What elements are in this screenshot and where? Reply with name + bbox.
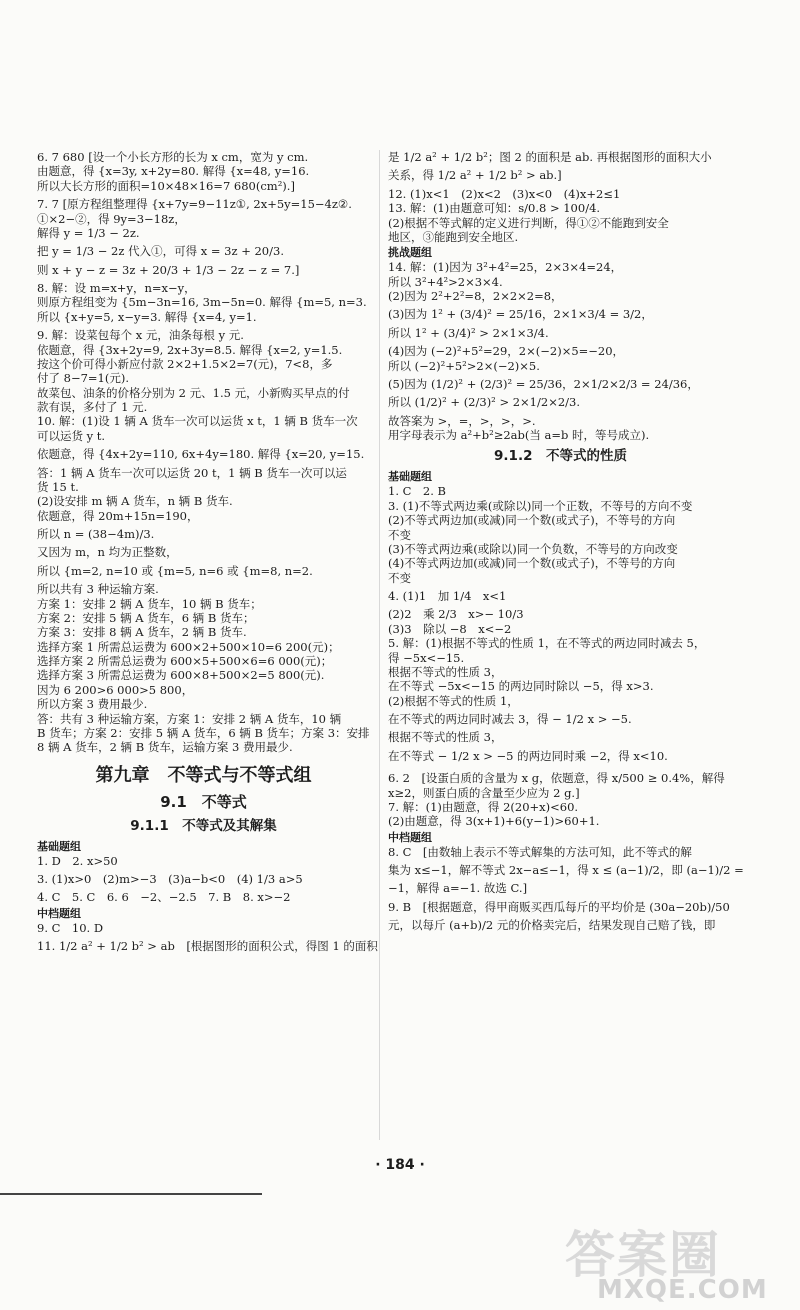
- answer-line: 8. 解：设 m=x+y，n=x−y，: [37, 281, 196, 295]
- answer-line: 13. 解：(1)由题意可知：s/0.8 > 100/4.: [388, 201, 601, 216]
- answer-line: 3. (1)不等式两边乘(或除以)同一个正数，不等号的方向不变: [388, 498, 693, 513]
- answer-line: 方案 3：安排 8 辆 A 货车，2 辆 B 货车.: [37, 625, 247, 640]
- answer-line: 故菜包、油条的价格分别为 2 元、1.5 元，小新购买早点的付: [37, 385, 350, 400]
- answer-line: 所以大长方形的面积=10×48×16=7 680(cm²).]: [37, 178, 295, 193]
- answer-line: 1. C 2. B: [388, 484, 447, 499]
- answer-line: 所以方案 3 费用最少.: [37, 697, 148, 712]
- answer-line: (2)根据不等式的性质 1，: [388, 693, 519, 708]
- answer-line: 9. 解：设菜包每个 x 元，油条每根 y 元.: [37, 328, 244, 343]
- answer-line: (4)不等式两边加(或减)同一个数(或式子)，不等号的方向: [388, 556, 676, 571]
- group-heading-challenge: 挑战题组: [388, 246, 432, 260]
- answer-line: 可以运货 y t.: [37, 428, 106, 443]
- answer-line: (2)由题意，得 3(x+1)+6(y−1)>60+1.: [388, 814, 600, 829]
- answer-line: (2)不等式两边加(或减)同一个数(或式子)，不等号的方向: [388, 513, 676, 528]
- answer-line: 选择方案 2 所需总运费为 600×5+500×6=6 000(元)；: [37, 654, 333, 668]
- answer-line: 3. (1)x>0 (2)m>−3 (3)a−b<0 (4) 1/3 a>5: [37, 872, 303, 886]
- group-heading-basic: 基础题组: [37, 839, 81, 853]
- answer-line: 因为 6 200>6 000>5 800，: [37, 682, 194, 697]
- answer-line: (2)设安排 m 辆 A 货车，n 辆 B 货车.: [37, 494, 233, 509]
- watermark-url: MXQE.COM: [597, 1275, 768, 1305]
- answer-line: 所以 1² + (3/4)² > 2×1×3/4.: [388, 325, 549, 340]
- answer-line: 所以 n = (38−4m)/3.: [37, 527, 155, 541]
- column-divider: [379, 150, 380, 1140]
- subsection-title: 9.1.1 不等式及其解集: [130, 817, 277, 834]
- answer-line: B 货车；方案 2：安排 5 辆 A 货车，6 辆 B 货车；方案 3：安排: [37, 725, 370, 740]
- answer-line: 6. 2 [设蛋白质的含量为 x g，依题意，得 x/500 ≥ 0.4%，解得: [388, 771, 725, 786]
- answer-line: 12. (1)x<1 (2)x<2 (3)x<0 (4)x+2≤1: [388, 186, 621, 201]
- answer-line: 不变: [388, 527, 411, 542]
- answer-line: (3)不等式两边乘(或除以)同一个负数，不等号的方向改变: [388, 541, 678, 556]
- answer-line: 10. 解：(1)设 1 辆 A 货车一次可以运货 x t，1 辆 B 货车一次: [37, 414, 358, 429]
- section-title: 9.1 不等式: [160, 792, 247, 811]
- answer-line: 根据不等式的性质 3，: [388, 664, 503, 679]
- group-heading-basic: 基础题组: [388, 470, 432, 484]
- answer-line: 故答案为 >，=，>，>，>.: [388, 413, 536, 428]
- answer-line: 所以共有 3 种运输方案.: [37, 582, 159, 597]
- answer-line: 得 −5x<−15.: [388, 650, 465, 665]
- answer-line: (2)因为 2²+2²=8，2×2×2=8，: [388, 289, 563, 303]
- watermark-text: 答案圈: [565, 1226, 721, 1284]
- answer-line: 关系，得 1/2 a² + 1/2 b² > ab.]: [388, 168, 562, 183]
- answer-line: 是 1/2 a² + 1/2 b²；图 2 的面积是 ab. 再根据图形的面积大小: [388, 150, 712, 164]
- answer-line: 所以 {x+y=5, x−y=3. 解得 {x=4, y=1.: [37, 309, 257, 324]
- answer-line: (3)因为 1² + (3/4)² = 25/16，2×1×3/4 = 3/2，: [388, 307, 653, 322]
- answer-line: 用字母表示为 a²+b²≥2ab(当 a=b 时，等号成立).: [388, 428, 650, 442]
- answer-line: 9. C 10. D: [37, 920, 104, 935]
- answer-line: 选择方案 3 所需总运费为 600×8+500×2=5 800(元).: [37, 668, 325, 683]
- answer-line: 14. 解：(1)因为 3²+4²=25，2×3×4=24，: [388, 260, 623, 275]
- answer-line: 所以 (1/2)² + (2/3)² > 2×1/2×2/3.: [388, 395, 580, 410]
- answer-line: 则 x + y − z = 3z + 20/3 + 1/3 − 2z − z = 7.]: [37, 262, 300, 277]
- answer-line: 依题意，得 20m+15n=190，: [37, 508, 199, 523]
- answer-line: (2)根据不等式解的定义进行判断，得①②不能跑到安全: [388, 215, 669, 230]
- answer-line: 5. 解：(1)根据不等式的性质 1，在不等式的两边同时减去 5，: [388, 636, 706, 651]
- answer-line: 地区，③能跑到安全地区.: [388, 229, 519, 244]
- answer-line: 11. 1/2 a² + 1/2 b² > ab [根据图形的面积公式，得图 1 的面积: [37, 939, 378, 954]
- answer-line: 依题意，得 {3x+2y=9, 2x+3y=8.5. 解得 {x=2, y=1.5.: [37, 342, 343, 357]
- answer-line: −1，解得 a=−1. 故选 C.]: [388, 881, 528, 896]
- answer-line: 依题意，得 {4x+2y=110, 6x+4y=180. 解得 {x=20, y=15.: [37, 447, 365, 462]
- answer-line: 集为 x≤−1，解不等式 2x−a≤−1，得 x ≤ (a−1)/2，即 (a−1)/2 =: [388, 863, 744, 877]
- answer-line: ①×2−②，得 9y=3−18z，: [37, 211, 186, 226]
- answer-line: 选择方案 1 所需总运费为 600×2+500×10=6 200(元)；: [37, 639, 340, 654]
- answer-line: 把 y = 1/3 − 2z 代入①，可得 x = 3z + 20/3.: [37, 244, 284, 259]
- page-number: · 184 ·: [375, 1157, 425, 1173]
- answer-line: (3)3 除以 −8 x<−2: [388, 621, 512, 636]
- answer-line: 所以 3²+4²>2×3×4.: [388, 274, 503, 289]
- answer-line: 则原方程组变为 {5m−3n=16, 3m−5n=0. 解得 {m=5, n=3.: [37, 295, 367, 310]
- answer-line: 4. C 5. C 6. 6 −2、−2.5 7. B 8. x>−2: [37, 890, 291, 905]
- answer-line: 9. B [根据题意，得甲商贩买西瓜每斤的平均价是 (30a−20b)/50: [388, 899, 730, 914]
- answer-line: (2)2 乘 2/3 x>− 10/3: [388, 607, 524, 622]
- answer-line: 货 15 t.: [37, 479, 79, 494]
- group-heading-mid: 中档题组: [388, 830, 432, 844]
- answer-line: 8 辆 A 货车，2 辆 B 货车，运输方案 3 费用最少.: [37, 740, 293, 755]
- answer-line: 7. 解：(1)由题意，得 2(20+x)<60.: [388, 799, 579, 814]
- answer-line: 按这个价可得小新应付款 2×2+1.5×2=7(元)，7<8，多: [37, 356, 333, 371]
- answer-line: 方案 1：安排 2 辆 A 货车，10 辆 B 货车；: [37, 596, 262, 611]
- answer-line: 又因为 m，n 均为正整数，: [37, 545, 178, 560]
- answer-line: (4)因为 (−2)²+5²=29，2×(−2)×5=−20，: [388, 344, 625, 359]
- answer-line: 根据不等式的性质 3，: [388, 730, 503, 745]
- answer-line: 不变: [388, 570, 411, 585]
- answer-line: 所以 (−2)²+5²>2×(−2)×5.: [388, 358, 540, 373]
- answer-line: x≥2，则蛋白质的含量至少应为 2 g.]: [388, 785, 580, 800]
- answer-line: 答：1 辆 A 货车一次可以运货 20 t，1 辆 B 货车一次可以运: [37, 465, 347, 480]
- answer-line: 所以 {m=2, n=10 或 {m=5, n=6 或 {m=8, n=2.: [37, 563, 313, 578]
- answer-line: 答：共有 3 种运输方案，方案 1：安排 2 辆 A 货车，10 辆: [37, 711, 342, 726]
- left-column: [37, 150, 378, 954]
- answer-line: 1. D 2. x>50: [37, 853, 118, 868]
- answer-line: 方案 2：安排 5 辆 A 货车，6 辆 B 货车；: [37, 610, 255, 625]
- answer-line: 付了 8−7=1(元).: [37, 371, 130, 386]
- answer-line: 7. 7 [原方程组整理得 {x+7y=9−11z①, 2x+5y=15−4z②.: [37, 197, 352, 212]
- right-column: [388, 150, 744, 933]
- watermark-logo: [565, 1215, 775, 1310]
- answer-line: (5)因为 (1/2)² + (2/3)² = 25/36，2×1/2×2/3 = 24/36，: [388, 376, 699, 391]
- answer-line: 4. (1)1 加 1/4 x<1: [388, 589, 507, 603]
- group-heading-mid: 中档题组: [37, 906, 81, 920]
- answer-line: 8. C [由数轴上表示不等式解集的方法可知，此不等式的解: [388, 844, 692, 859]
- answer-line: 在不等式 − 1/2 x > −5 的两边同时乘 −2，得 x<10.: [388, 748, 668, 763]
- answer-line: 在不等式的两边同时减去 3，得 − 1/2 x > −5.: [388, 712, 632, 726]
- subsection-title: 9.1.2 不等式的性质: [494, 448, 627, 465]
- answer-line: 6. 7 680 [设一个小长方形的长为 x cm，宽为 y cm.: [37, 150, 309, 164]
- answer-line: 元，以每斤 (a+b)/2 元的价格卖完后，结果发现自己赔了钱，即: [388, 918, 716, 933]
- answer-line: 解得 y = 1/3 − 2z.: [37, 225, 140, 240]
- answer-line: 在不等式 −5x<−15 的两边同时除以 −5，得 x>3.: [388, 679, 654, 694]
- answer-line: 款有误，多付了 1 元.: [37, 400, 148, 414]
- footer-rule: [0, 1193, 262, 1195]
- answer-line: 由题意，得 {x=3y, x+2y=80. 解得 {x=48, y=16.: [37, 164, 310, 179]
- chapter-title: 第九章 不等式与不等式组: [95, 764, 312, 786]
